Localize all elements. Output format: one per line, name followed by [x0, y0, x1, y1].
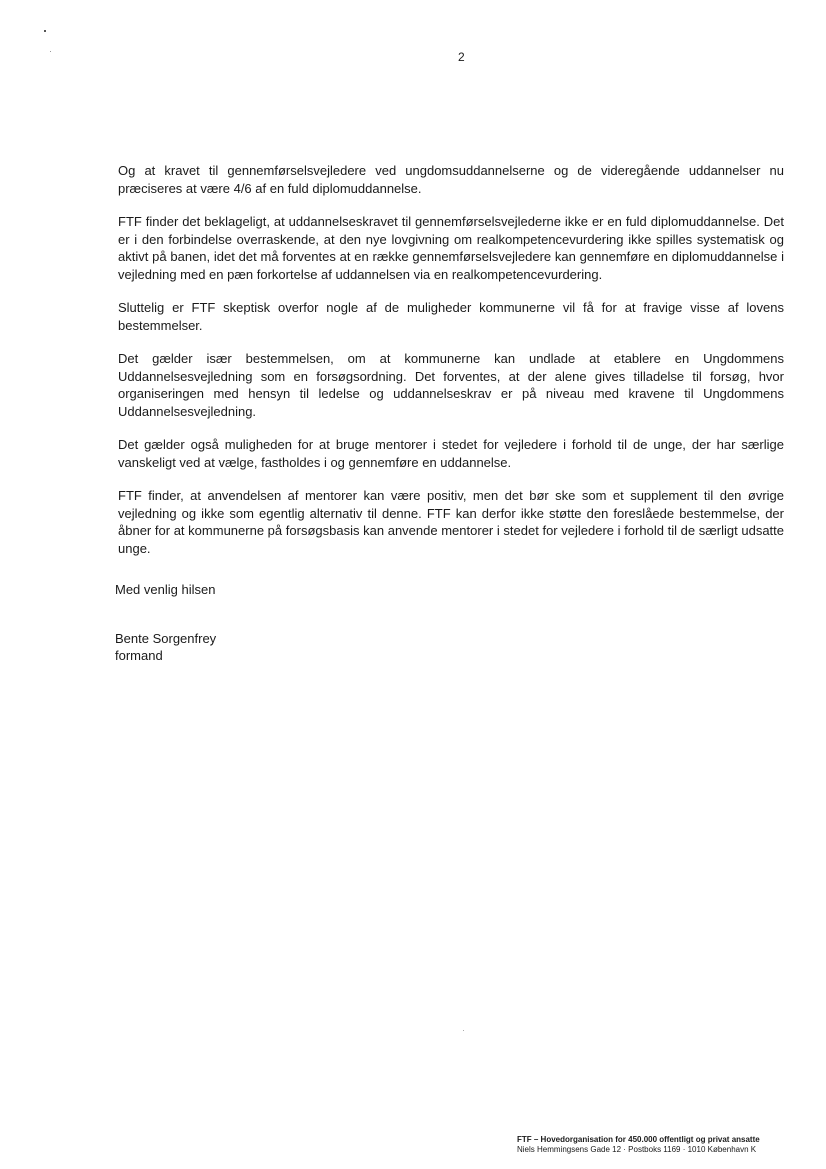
- paragraph: Og at kravet til gennemførselsvejledere ved ungdomsuddannelserne og de videregående uddannelser nu præciseres at være 4/6 af en fuld diplomuddannelse.: [118, 163, 784, 196]
- footer-organization: FTF – Hovedorganisation for 450.000 offentligt og privat ansatte: [517, 1135, 760, 1144]
- paragraph: Det gælder især bestemmelsen, om at kommunerne kan undlade at etablere en Ungdommens Uddannelsesvejledning som en forsøgsordning. Det forventes, at der alene gives tilladelse til forsøg, hvor organiseringen med hensyn til ledelse og uddannelseskrav er på niveau med kravene til Ungdommens Uddannelsesvejledning.: [118, 351, 784, 419]
- paragraph: FTF finder det beklageligt, at uddannelseskravet til gennemførselsvejlederne ikke er en fuld diplomuddannelse. Det er i den forbindelse overraskende, at den nye lovgivning om realkompetencevurdering ikke spilles systematisk og aktivt på banen, idet det må forventes at en række gennemførselsvejledere kan gennemføre en diplomuddannelse i vejledning med en pæn forkortelse af uddannelsen via en realkompetencevurdering.: [118, 214, 784, 282]
- page-number: 2: [458, 50, 465, 64]
- scan-speck: [463, 1030, 464, 1031]
- signatory-name: Bente Sorgenfrey: [115, 631, 217, 646]
- signatory-title: formand: [115, 648, 163, 663]
- paragraph: Sluttelig er FTF skeptisk overfor nogle af de muligheder kommunerne vil få for at fravige visse af lovens bestemmelser.: [118, 300, 784, 333]
- letter-body: [118, 162, 784, 573]
- footer-address: Niels Hemmingsens Gade 12 · Postboks 1169 · 1010 København K: [517, 1145, 757, 1154]
- closing-salutation: Med venlig hilsen: [115, 582, 216, 597]
- signature-block: [115, 630, 216, 664]
- letterhead-footer: [517, 1135, 812, 1155]
- scan-speck: [44, 30, 46, 32]
- paragraph: Det gælder også muligheden for at bruge mentorer i stedet for vejledere i forhold til de unge, der har særlige vanskeligt ved at vælge, fastholdes i og gennemføre en uddannelse.: [118, 437, 784, 470]
- scan-speck: [50, 51, 51, 52]
- paragraph: FTF finder, at anvendelsen af mentorer kan være positiv, men det bør ske som et supplement til den øvrige vejledning og ikke som egentlig alternativ til denne. FTF kan derfor ikke støtte den foreslåede bestemmelse, der åbner for at kommunerne på forsøgsbasis kan anvende mentorer i stedet for vejledere i forhold til de særligt udsatte unge.: [118, 488, 784, 556]
